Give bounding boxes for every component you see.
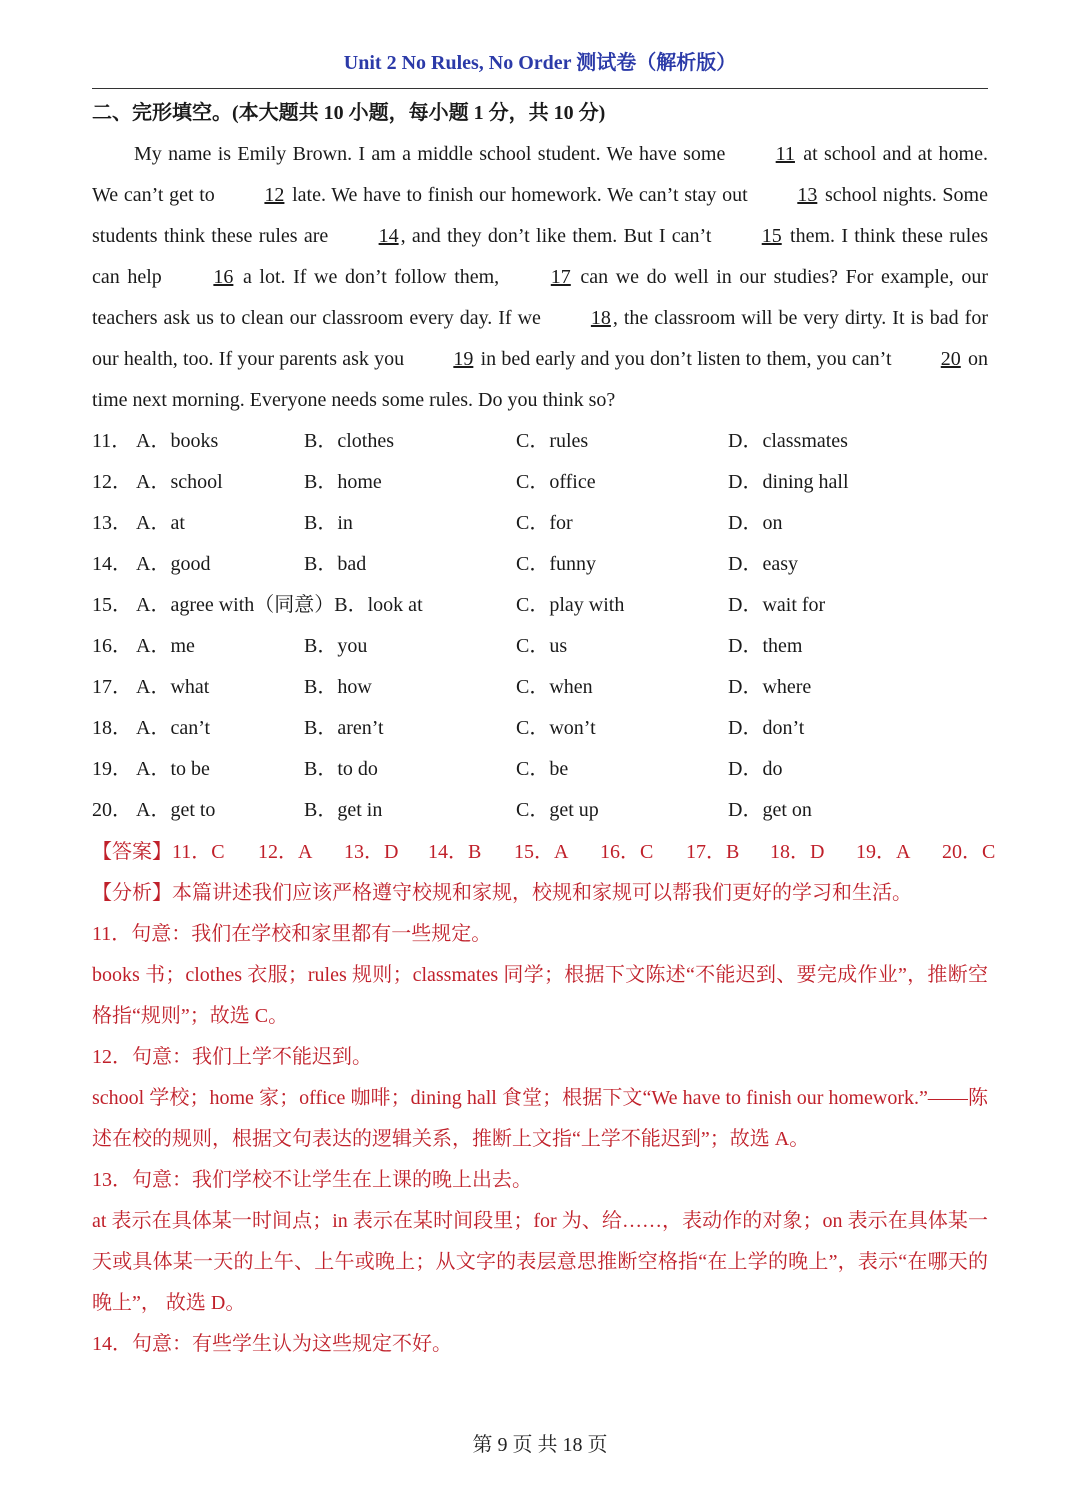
option-a: A．me (136, 635, 195, 657)
option-c: C．when (516, 676, 593, 698)
question-row (92, 585, 988, 626)
option-a: A．good (136, 553, 211, 575)
option-c: C．us (516, 635, 568, 657)
answer-item: 16．C (600, 841, 654, 863)
answer-item: 12．A (258, 841, 313, 863)
question-row (92, 462, 988, 503)
passage-text: My name is Emily Brown. I am a middle school student. We have some (134, 143, 732, 165)
answer-item: 17．B (686, 841, 740, 863)
option-c: C．be (516, 758, 569, 780)
option-b: B．bad (304, 553, 367, 575)
option-b: B．to do (304, 758, 378, 780)
option-b: B．home (304, 471, 382, 493)
option-d: D．on (728, 512, 783, 534)
question-number: 15． (92, 594, 132, 616)
option-d: D．do (728, 758, 783, 780)
passage-text: , and they don’t like them. But I can’t (400, 225, 718, 247)
option-d: D．where (728, 676, 812, 698)
question-number: 16． (92, 635, 132, 657)
blank-12: 12 (264, 184, 285, 206)
question-options (92, 421, 988, 831)
question-number: 17． (92, 676, 132, 698)
passage-text: a lot. If we don’t follow them, (235, 266, 507, 288)
question-row (92, 790, 988, 831)
answer-item: 19．A (856, 841, 911, 863)
option-a: A．get to (136, 799, 216, 821)
blank-17: 17 (550, 266, 571, 288)
option-a: A．can’t (136, 717, 211, 739)
q13-explanation: at 表示在具体某一时间点；in 表示在某时间段里；for 为、给……，表动作的对象；on 表示在具体某一天或具体某一天的上午、上午或晚上；从文字的表层意思推断空格指“在上学的晚上”，表示“在哪天的晚上”， 故选 D。 (92, 1210, 988, 1314)
question-row (92, 708, 988, 749)
answer-item: 20．C (942, 841, 996, 863)
header-divider (92, 88, 988, 89)
option-b: B．aren’t (304, 717, 384, 739)
section-title: 二、完形填空。(本大题共 10 小题，每小题 1 分，共 10 分) (92, 102, 606, 124)
blank-19: 19 (453, 348, 474, 370)
question-number: 12． (92, 471, 132, 493)
blank-13: 13 (797, 184, 818, 206)
answer-item: 15．A (514, 841, 569, 863)
answer-item: 13．D (344, 841, 399, 863)
q14-title: 14．句意：有些学生认为这些规定不好。 (92, 1333, 452, 1355)
question-number: 11． (92, 430, 132, 452)
option-a: A．books (136, 430, 219, 452)
option-c: C．get up (516, 799, 599, 821)
question-row (92, 667, 988, 708)
option-a: A．agree with（同意）B．look at (136, 594, 423, 616)
option-d: D．don’t (728, 717, 805, 739)
document-header-title: Unit 2 No Rules, No Order 测试卷（解析版） (343, 52, 737, 74)
question-row (92, 503, 988, 544)
option-c: C．rules (516, 430, 589, 452)
answer-label: 【答案】11．C (92, 841, 225, 863)
option-b: B．clothes (304, 430, 394, 452)
analysis-summary: 【分析】本篇讲述我们应该严格遵守校规和家规，校规和家规可以帮我们更好的学习和生活。 (92, 882, 912, 904)
question-row (92, 421, 988, 462)
blank-18: 18 (590, 307, 611, 329)
option-c: C．for (516, 512, 573, 534)
passage-text: , the classroom will be very dirty. It is bad for our health, too. If your parents ask you (92, 307, 988, 370)
q12-title: 12．句意：我们上学不能迟到。 (92, 1046, 372, 1068)
q11-explanation: books 书；clothes 衣服；rules 规则；classmates 同学；根据下文陈述“不能迟到、要完成作业”，推断空格指“规则”；故选 C。 (92, 964, 988, 1027)
passage-text: school nights. Some students think these rules are (92, 184, 988, 247)
question-number: 19． (92, 758, 132, 780)
q13-title: 13．句意：我们学校不让学生在上课的晚上出去。 (92, 1169, 532, 1191)
question-row (92, 626, 988, 667)
option-c: C．won’t (516, 717, 596, 739)
option-a: A．what (136, 676, 210, 698)
option-d: D．easy (728, 553, 798, 575)
option-b: B．in (304, 512, 353, 534)
option-a: A．school (136, 471, 223, 493)
passage-text: them. I think these rules can help (92, 225, 989, 288)
passage-text: in bed early and you don’t listen to them, you can’t (475, 348, 897, 370)
analysis-section (92, 873, 988, 1365)
option-c: C．play with (516, 594, 625, 616)
answer-item: 14．B (428, 841, 482, 863)
option-a: A．to be (136, 758, 210, 780)
option-b: B．how (304, 676, 372, 698)
q12-explanation: school 学校；home 家；office 咖啡；dining hall 食堂；根据下文“We have to finish our homework.”——陈述在校的规则，根据文句表达的逻辑关系，推断上文指“上学不能迟到”；故选 A。 (92, 1087, 988, 1150)
answer-item: 18．D (770, 841, 825, 863)
blank-16: 16 (213, 266, 234, 288)
passage-text: late. We have to finish our homework. We can’t stay out (286, 184, 754, 206)
blank-14: 14 (378, 225, 399, 247)
question-number: 13． (92, 512, 132, 534)
passage-text: can we do well in our studies? For example, our teachers ask us to clean our classroom every day. If we (92, 266, 989, 329)
passage-text: at school and at home. We can’t get to (92, 143, 988, 206)
cloze-passage (92, 134, 988, 421)
option-b: B．you (304, 635, 368, 657)
blank-20: 20 (940, 348, 961, 370)
blank-11: 11 (775, 143, 795, 165)
option-d: D．get on (728, 799, 812, 821)
option-b: B．get in (304, 799, 383, 821)
passage-text: on time next morning. Everyone needs some rules. Do you think so? (92, 348, 988, 411)
question-row (92, 749, 988, 790)
option-d: D．them (728, 635, 803, 657)
option-c: C．office (516, 471, 596, 493)
option-a: A．at (136, 512, 185, 534)
question-number: 14． (92, 553, 132, 575)
question-number: 18． (92, 717, 132, 739)
page-footer: 第 9 页 共 18 页 (472, 1434, 608, 1456)
q11-title: 11．句意：我们在学校和家里都有一些规定。 (92, 923, 492, 945)
passage-paragraph (92, 134, 988, 421)
option-c: C．funny (516, 553, 596, 575)
blank-15: 15 (761, 225, 782, 247)
option-d: D．wait for (728, 594, 826, 616)
option-d: D．dining hall (728, 471, 849, 493)
question-row (92, 544, 988, 585)
option-d: D．classmates (728, 430, 848, 452)
question-number: 20． (92, 799, 132, 821)
